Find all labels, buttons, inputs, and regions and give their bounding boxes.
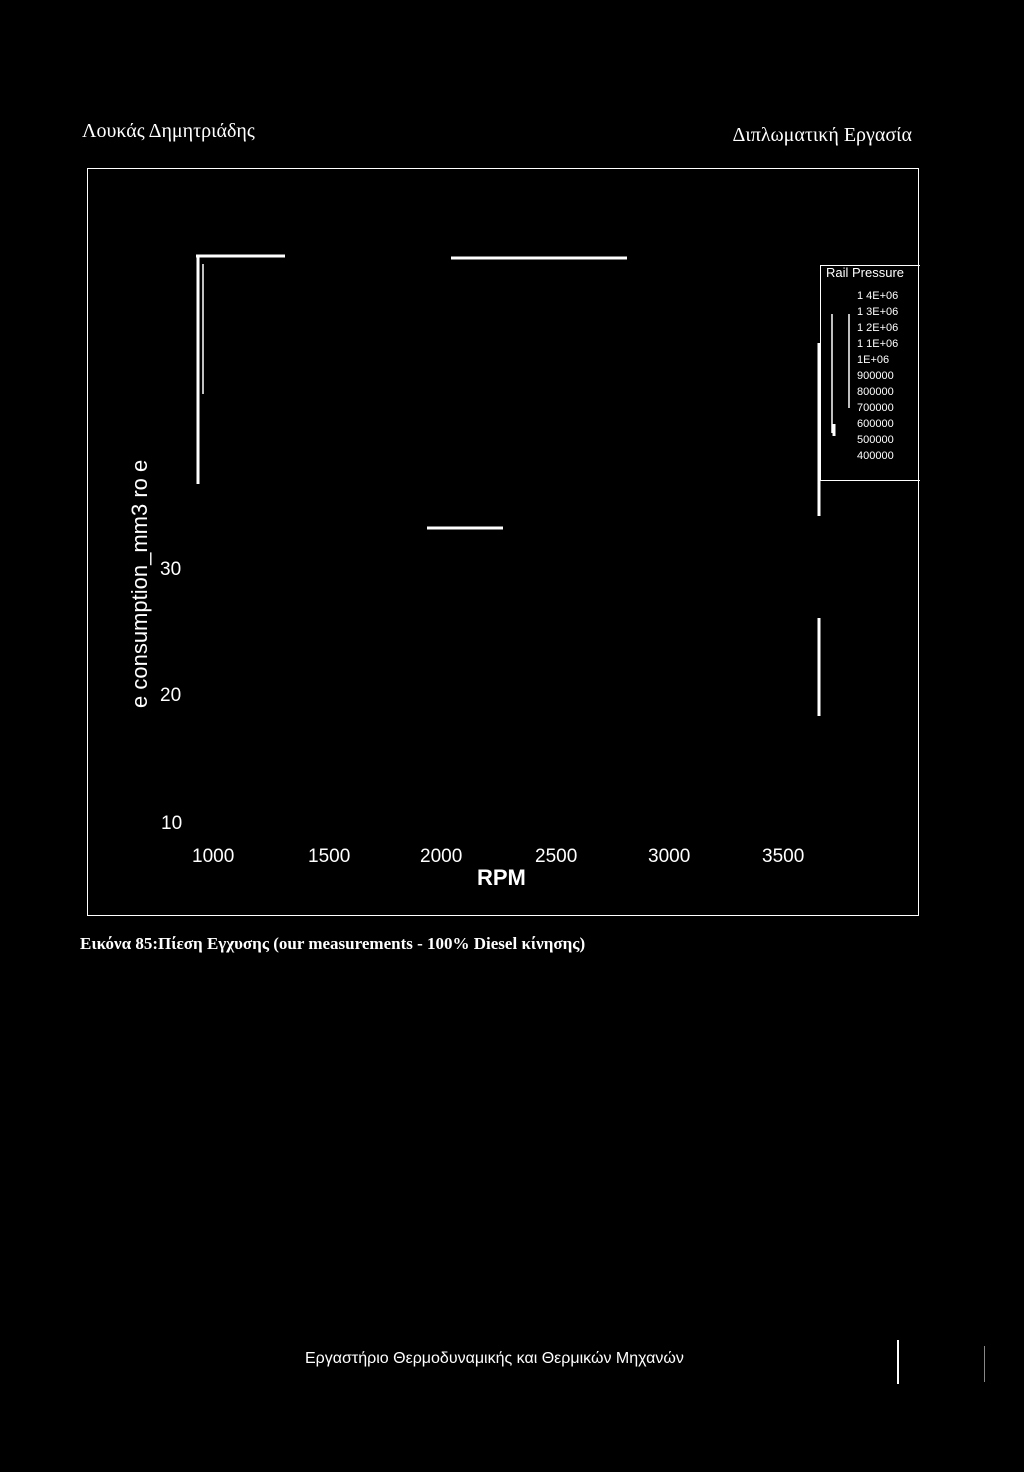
legend-entry: 1 2E+06 <box>857 322 899 334</box>
x-tick-label: 3000 <box>648 846 691 867</box>
legend-entry: 1 1E+06 <box>857 338 899 350</box>
legend-entry: 800000 <box>857 386 894 398</box>
legend-entry: 600000 <box>857 418 894 430</box>
x-tick-label: 1000 <box>192 846 235 867</box>
legend-entry: 700000 <box>857 402 894 414</box>
x-tick-label: 1500 <box>308 846 351 867</box>
legend-entry: 1 3E+06 <box>857 306 899 318</box>
figure-caption: Εικόνα 85:Πίεση Εγχυσης (our measurements - 100% Diesel κίνησης) <box>80 934 586 953</box>
legend-entry: 400000 <box>857 450 894 462</box>
footer-page-mark-secondary <box>984 1346 985 1382</box>
footer-page-mark <box>897 1340 899 1384</box>
y-axis-label: e consumption_mm3 ro e <box>127 459 152 708</box>
x-tick-label: 2500 <box>535 846 578 867</box>
chart <box>87 168 919 916</box>
footer-lab-name: Εργαστήριο Θερμοδυναμικής και Θερμικών Μηχανών <box>305 1350 684 1367</box>
x-tick-label: 2000 <box>420 846 463 867</box>
x-axis-label: RPM <box>477 865 526 890</box>
x-tick-label: 3500 <box>762 846 805 867</box>
legend-entry: 1 4E+06 <box>857 290 899 302</box>
header-author: Λουκάς Δημητριάδης <box>82 120 255 142</box>
legend-entry: 500000 <box>857 434 894 446</box>
y-tick-label: 30 <box>160 559 182 580</box>
legend-entry: 900000 <box>857 370 894 382</box>
legend-title: Rail Pressure <box>826 265 905 280</box>
legend-entry: 1E+06 <box>857 354 890 366</box>
header-document-type: Διπλωματική Εργασία <box>732 124 912 146</box>
y-tick-label: 20 <box>160 685 182 706</box>
y-tick-label: 10 <box>161 813 183 834</box>
